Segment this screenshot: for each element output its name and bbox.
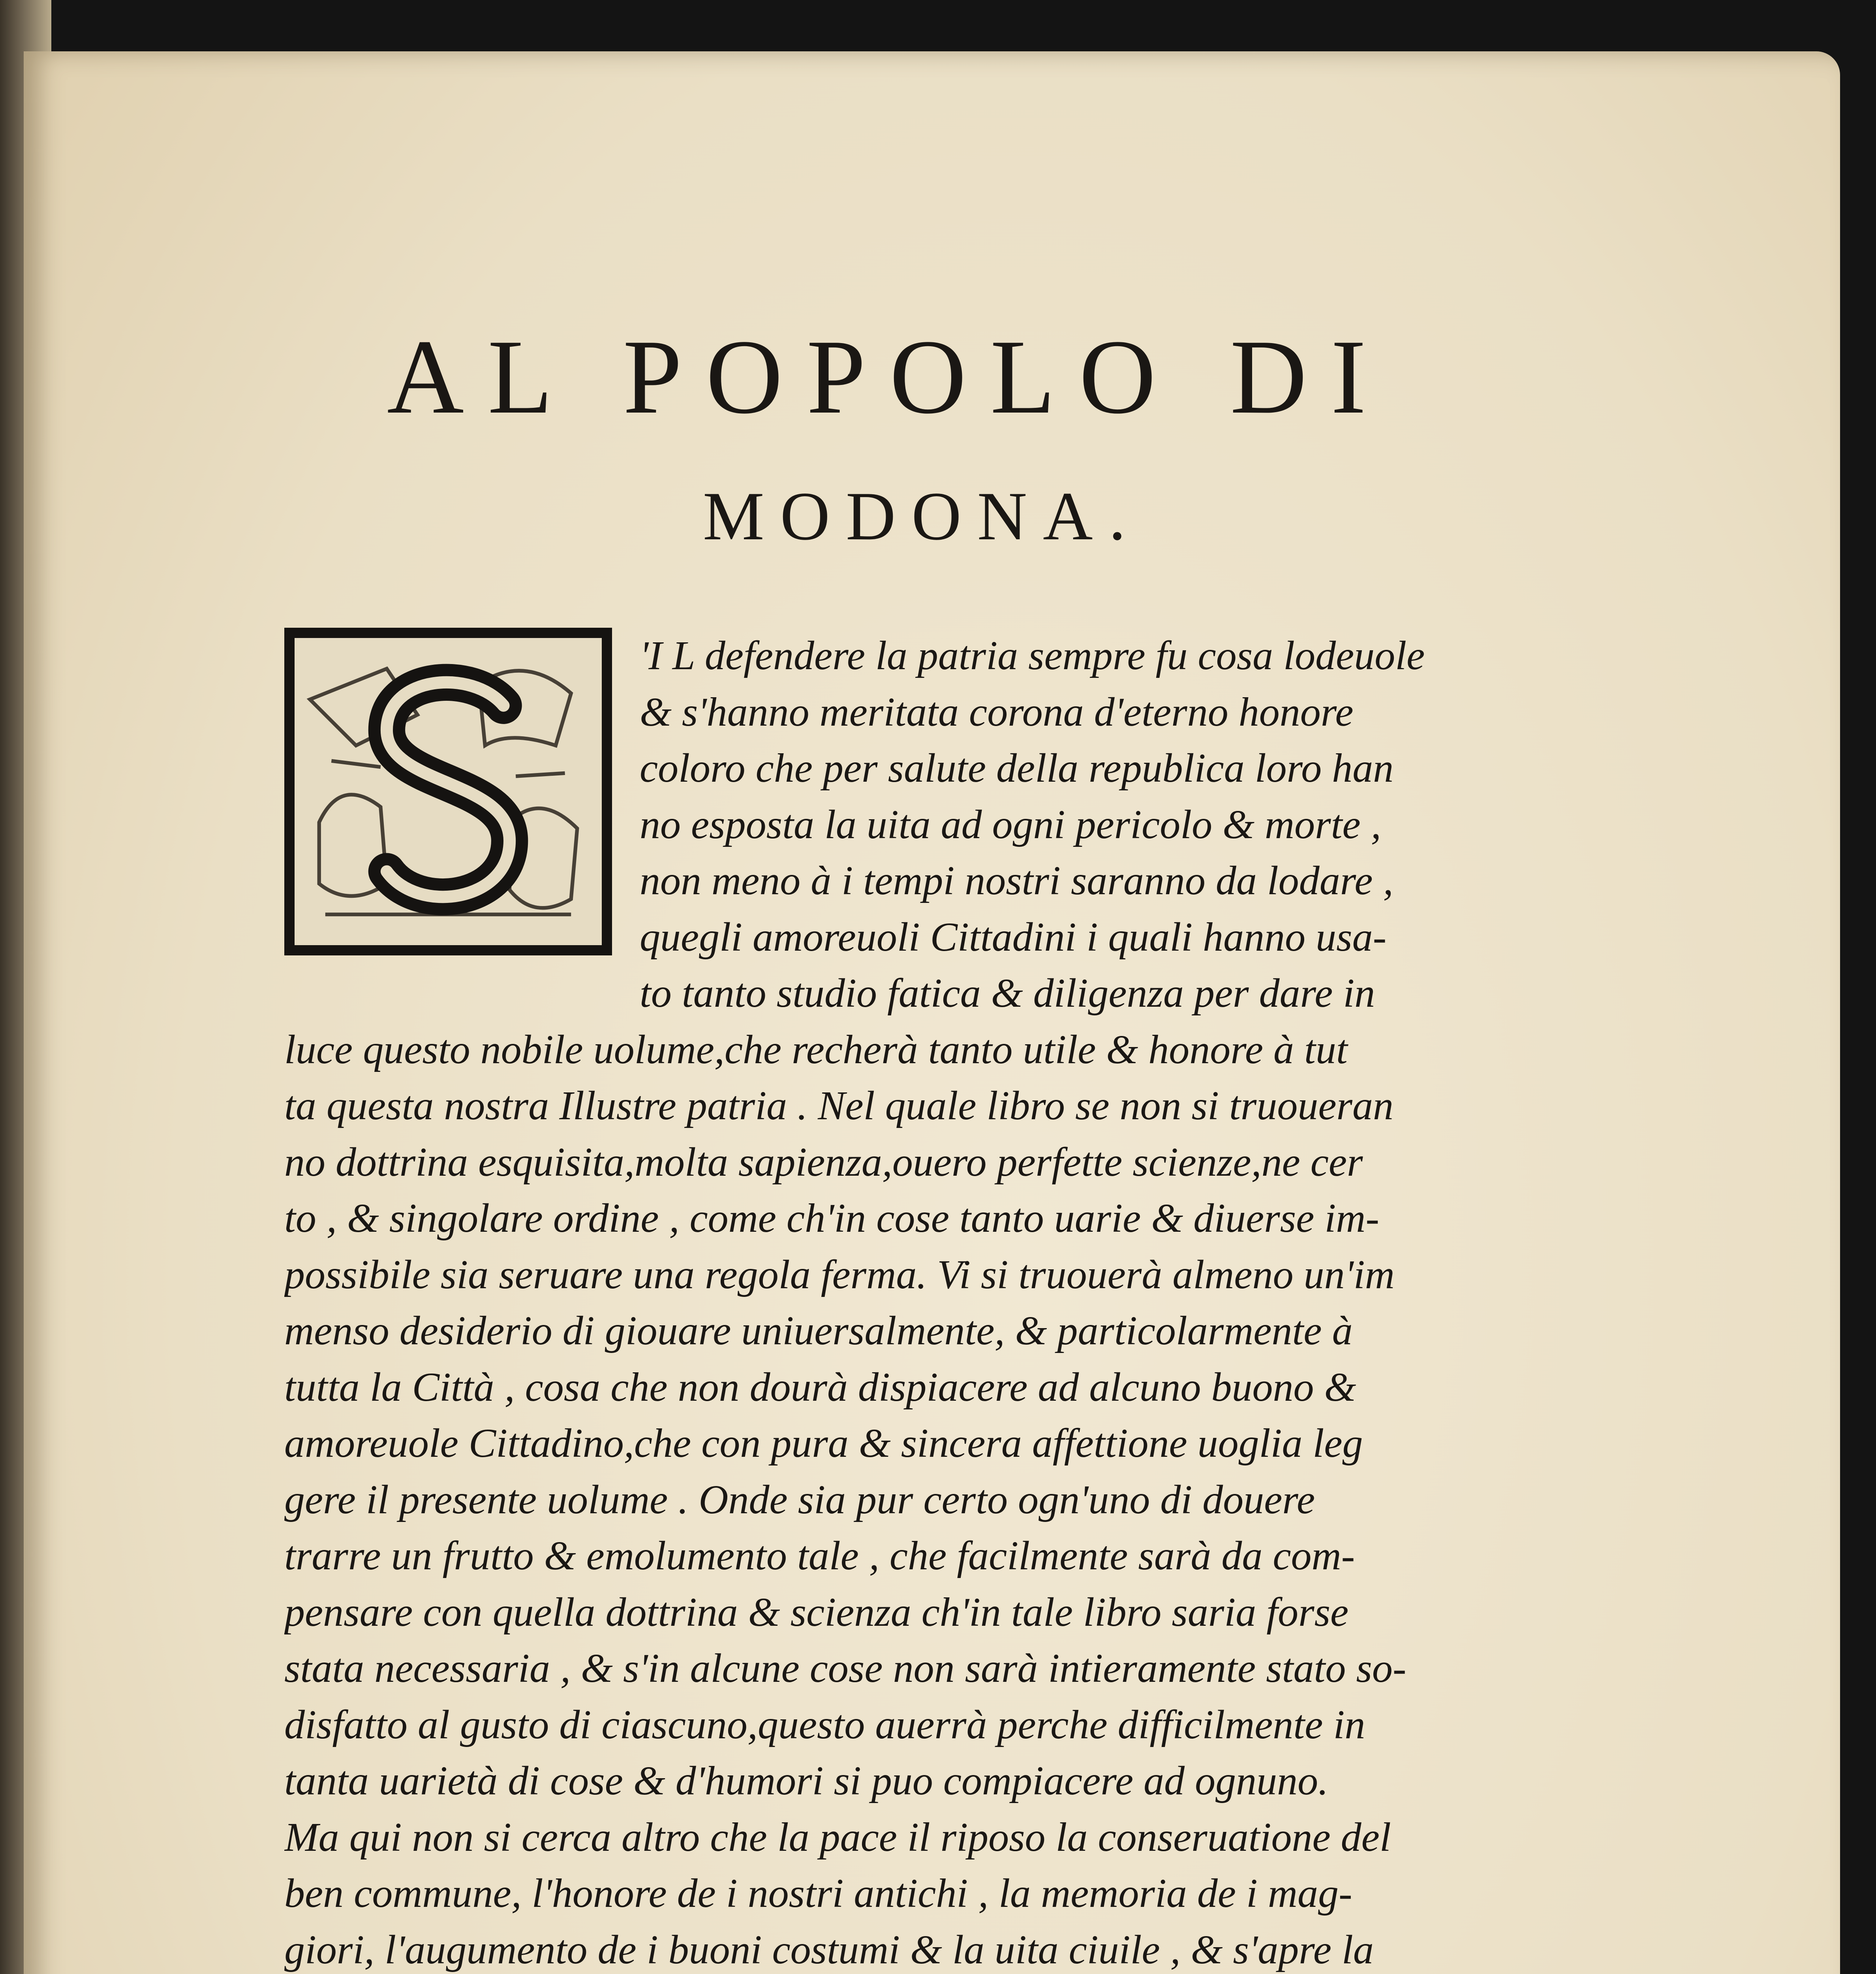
page-title: AL POPOLO DI (387, 318, 1390, 436)
text-line: tanta uarietà di cose & d'humori si puo compiacere ad ognuno. (284, 1758, 1329, 1803)
text-line: ben commune, l'honore de i nostri antichi , la memoria de i mag- (284, 1871, 1352, 1916)
text-line: luce questo nobile uolume,che recherà tanto utile & honore à tut (284, 1026, 1348, 1072)
text-line: giori, l'augumento de i buoni costumi & la uita ciuile , & s'apre la (284, 1927, 1374, 1972)
woodcut-initial-s-icon (284, 628, 612, 955)
text-line: trarre un frutto & emolumento tale , che facilmente sarà da com- (284, 1533, 1355, 1578)
text-line: to , & singolare ordine , come ch'in cose tanto uarie & diuerse im- (284, 1195, 1380, 1241)
text-line: 'I L defendere la patria sempre fu cosa lodeuole (640, 633, 1425, 678)
text-line: gere il presente uolume . Onde sia pur certo ogn'uno di douere (284, 1477, 1315, 1522)
text-line: stata necessaria , & s'in alcune cose non sarà intieramente stato so- (284, 1646, 1407, 1691)
page-subtitle: MODONA. (703, 478, 1142, 554)
text-line: menso desiderio di giouare uniuersalmente, & particolarmente à (284, 1308, 1353, 1353)
text-line: to tanto studio fatica & diligenza per dare in (640, 970, 1375, 1016)
text-line: possibile sia seruare una regola ferma. Vi si truouerà almeno un'im (284, 1252, 1395, 1297)
text-line: tutta la Città , cosa che non dourà dispiacere ad alcuno buono & (284, 1364, 1356, 1410)
text-line: no dottrina esquisita,molta sapienza,ouero perfette scienze,ne cer (284, 1139, 1363, 1185)
text-line: & s'hanno meritata corona d'eterno honore (640, 689, 1354, 735)
text-line: coloro che per salute della republica loro han (640, 745, 1394, 791)
text-line: amoreuole Cittadino,che con pura & sincera affettione uoglia leg (284, 1420, 1363, 1466)
text-line: Ma qui non si cerca altro che la pace il riposo la conseruatione del (284, 1814, 1391, 1860)
text-line: quegli amoreuoli Cittadini i quali hanno usa- (640, 914, 1387, 960)
text-line: no esposta la uita ad ogni pericolo & morte , (640, 801, 1381, 847)
text-line: non meno à i tempi nostri saranno da lodare , (640, 858, 1393, 903)
text-line: pensare con quella dottrina & scienza ch'in tale libro saria forse (284, 1589, 1349, 1635)
text-line: disfatto al gusto di ciascuno,questo auerrà perche difficilmente in (284, 1702, 1365, 1747)
text-line: ta questa nostra Illustre patria . Nel quale libro se non si truoueran (284, 1083, 1393, 1128)
